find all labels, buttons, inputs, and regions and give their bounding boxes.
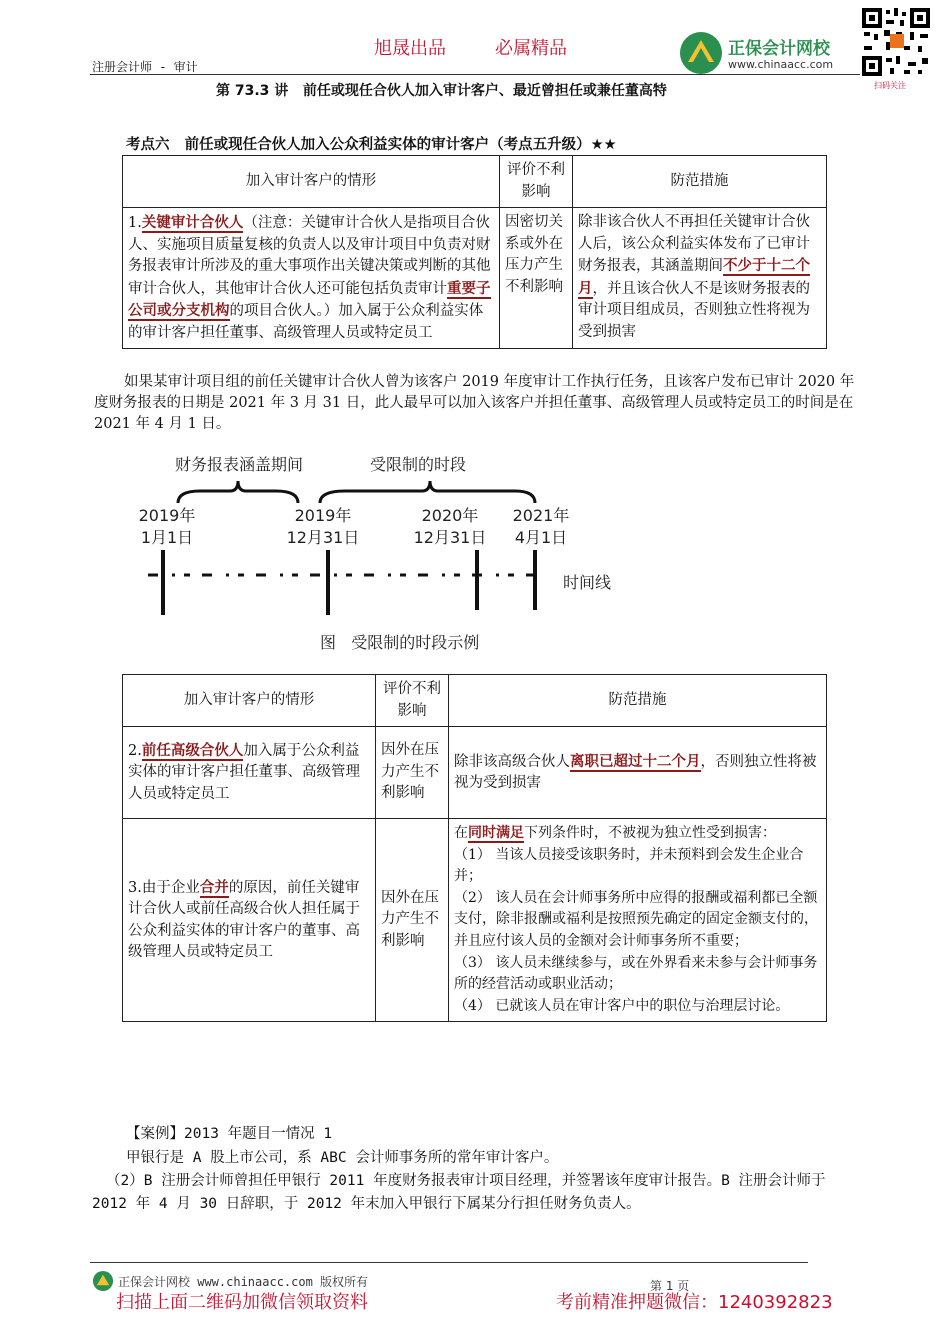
brand-name: 正保会计网校	[728, 39, 830, 59]
row2-number: 2.	[128, 742, 142, 759]
table1-row1-situation	[123, 208, 500, 349]
diagram-label-coverage: 财务报表涵盖期间	[175, 455, 304, 474]
brace-restricted	[320, 481, 535, 503]
row2-highlight: 前任高级合伙人	[141, 741, 244, 759]
table2-row2-impact: 因外在压力产生不利影响	[376, 727, 449, 819]
diagram-caption: 图 受限制的时段示例	[320, 633, 480, 652]
date-day-2: 12月31日	[286, 528, 360, 547]
table1-row1-measure	[573, 208, 827, 349]
table2-row3-situation	[123, 819, 376, 1022]
row1-text-2: 的项目合伙人。）加入属于公众利益实体的审计客户担任董事、高级管理人员或特定员工	[128, 303, 484, 341]
row1-measure-post: ，并且该合伙人不是该财务报表的审计项目组成员，否则独立性将视为受到损害	[578, 280, 810, 340]
table2-row3-impact: 因外在压力产生不利影响	[376, 819, 449, 1022]
row2-measure-post: ，否则独立性将被视为受到损害	[454, 753, 817, 791]
table2-row2-situation	[123, 727, 376, 819]
header-rule	[90, 74, 860, 75]
brand-logo-icon	[678, 30, 724, 76]
situation-table-1	[122, 155, 827, 349]
slogan-left: 旭晟出品	[374, 38, 446, 59]
section-title: 考点六 前任或现任合伙人加入公众利益实体的审计客户（考点五升级）★★	[126, 137, 617, 153]
row3-text-post: 的原因，前任关键审计合伙人或前任高级合伙人担任属于公众利益实体的审计客户的董事、高级管理人员或特定员工	[128, 879, 360, 961]
footer-rule	[90, 1262, 808, 1263]
condition-3: （3） 该人员未继续参与，或在外界看来未参与会计师事务所的经营活动或职业活动；	[454, 954, 818, 993]
slogan-right: 必属精品	[495, 38, 567, 59]
date-year-4: 2021年	[512, 506, 570, 525]
row3-measure-highlight: 同时满足	[468, 825, 524, 841]
table1-header-measure: 防范措施	[573, 156, 827, 208]
row1-highlight-key-partner: 关键审计合伙人	[141, 214, 244, 231]
case-line-2: （2）B 注册会计师曾担任甲银行 2011 年度财务报表审计项目经理，并签署该年度审计报告。B 注册会计师于 2012 年 4 月 30 日辞职，于 2012 年末加入甲银行下属某分行担任财务负责人。	[92, 1173, 826, 1212]
diagram-label-restricted: 受限制的时段	[370, 455, 467, 474]
date-label-2021-0401	[506, 505, 576, 549]
condition-1: （1） 当该人员接受该职务时，并未预料到会发生企业合并；	[454, 846, 804, 885]
date-label-2019-1231	[283, 505, 363, 549]
example-paragraph: 如果某审计项目组的前任关键审计合伙人曾为该客户 2019 年度审计工作执行任务，且该客户发布已审计 2020 年度财务报表的日期是 2021 年 3 月 31 日，此人最早可以加入该客户并担任董事、高级管理人员或特定员工的时间是在 2021 年 4 月 1 日。	[94, 374, 855, 432]
row1-measure-pre: 除非该合伙人不再担任关键审计合伙人后，该公众利益实体发布了已审计财务报表，其涵盖期间	[578, 214, 810, 274]
condition-2: （2） 该人员在会计师事务所中应得的报酬或福利都已全额支付，除非报酬或福利是按照预先确定的固定金额支付的，并且应付该人员的金额对会计师事务所不重要；	[454, 889, 818, 949]
brace-coverage	[178, 481, 298, 503]
row3-text-pre: 3.由于企业	[128, 879, 200, 896]
qr-code-icon	[860, 6, 932, 78]
date-day-3: 12月31日	[413, 528, 487, 547]
row3-measure-intro: 在同时满足下列条件时，不被视为独立性受到损害：	[454, 825, 776, 841]
row2-measure-pre: 除非该高级合伙人	[454, 753, 570, 770]
brand-url: www.chinaacc.com	[728, 58, 834, 71]
footer-page-number: 第 1 页	[650, 1279, 690, 1293]
row1-highlight-subsidiary: 重要子公司或分支机构	[128, 279, 491, 319]
qr-caption: 扫码关注	[874, 81, 906, 90]
course-title: 注册会计师 - 审计	[92, 60, 198, 74]
timeline-ticks	[163, 550, 535, 615]
table1-header-situation: 加入审计客户的情形	[123, 156, 500, 208]
table2-header-impact: 评价不利影响	[376, 675, 449, 727]
situation-table-2	[122, 674, 827, 1022]
row2-text: 加入属于公众利益实体的审计客户担任董事、高级管理人员或特定员工	[128, 742, 360, 802]
table2-row2-measure	[449, 727, 827, 819]
footer-copyright: 正保会计网校 www.chinaacc.com 版权所有	[118, 1275, 369, 1289]
case-title: 【案例】2013 年题目一情况 1	[126, 1126, 333, 1142]
date-year-3: 2020年	[421, 506, 479, 525]
brand-logo	[678, 30, 853, 78]
table1-row1-impact: 因密切关系或外在压力产生不利影响	[500, 208, 573, 349]
footer-promo-left: 扫描上面二维码加微信领取资料	[116, 1292, 368, 1313]
date-day-1: 1月1日	[140, 528, 194, 547]
row1-text-1: （注意：关键审计合伙人是指项目合伙人、实施项目质量复核的负责人以及审计项目中负责对财务报表审计所涉及的重大事项作出关键决策或判断的其他审计合伙人，其他审计合伙人还可能包括负责审计	[128, 215, 491, 297]
date-label-2019-0101	[137, 505, 197, 549]
date-year-1: 2019年	[138, 506, 196, 525]
row3-highlight: 合并	[199, 878, 229, 896]
table1-header-impact: 评价不利影响	[500, 156, 573, 208]
lecture-title: 第 73.3 讲 前任或现任合伙人加入审计客户、最近曾担任或兼任董高特	[216, 83, 667, 99]
condition-4: （4） 已就该人员在审计客户中的职位与治理层讨论。	[454, 997, 790, 1014]
case-line-1: 甲银行是 A 股上市公司，系 ABC 会计师事务所的常年审计客户。	[126, 1150, 559, 1166]
table2-header-measure: 防范措施	[449, 675, 827, 727]
timeline-label: 时间线	[563, 573, 612, 592]
footer-promo-right: 考前精准押题微信：1240392823	[556, 1292, 833, 1313]
row1-measure-highlight: 不少于十二个月	[578, 257, 810, 297]
table2-header-situation: 加入审计客户的情形	[123, 675, 376, 727]
table2-row3-measure	[449, 819, 827, 1022]
row1-number: 1.	[128, 215, 142, 231]
row2-measure-highlight: 离职已超过十二个月	[570, 752, 701, 770]
qr-code	[860, 6, 932, 78]
date-day-4: 4月1日	[514, 528, 568, 547]
date-year-2: 2019年	[294, 506, 352, 525]
footer-logo-icon	[92, 1270, 114, 1292]
date-label-2020-1231	[410, 505, 490, 549]
